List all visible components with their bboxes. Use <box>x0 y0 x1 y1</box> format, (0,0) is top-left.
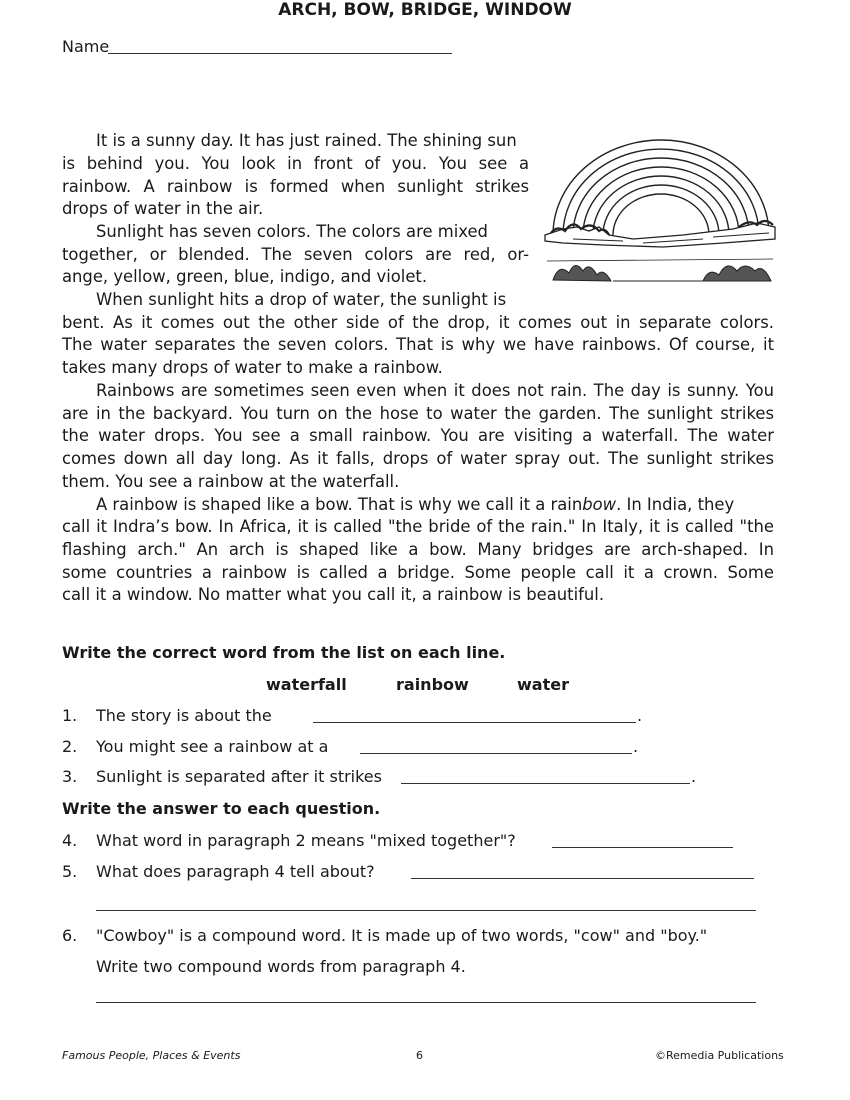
question-text: The story is about the <box>96 706 272 725</box>
story-line: drops of water in the air. <box>62 199 264 218</box>
question-end: . <box>691 767 697 786</box>
answer-line-2[interactable] <box>360 753 632 754</box>
story-line: rainbow. A rainbow is formed when sunlight strikes <box>62 177 529 196</box>
word-water: water <box>517 675 569 694</box>
answer-line-6[interactable] <box>96 1002 756 1003</box>
word-waterfall: waterfall <box>266 675 347 694</box>
story-line: It is a sunny day. It has just rained. The shining sun <box>96 131 517 150</box>
page-title: ARCH, BOW, BRIDGE, WINDOW <box>278 0 572 20</box>
answer-line-3[interactable] <box>401 783 690 784</box>
story-line: bent. As it comes out the other side of the drop, it comes out in separate colors. <box>62 313 774 332</box>
question-text: "Cowboy" is a compound word. It is made up of two words, "cow" and "boy." <box>96 926 708 945</box>
story-line: Rainbows are sometimes seen even when it does not rain. The day is sunny. You <box>96 381 774 400</box>
story-line: A rainbow is shaped like a bow. That is why we call it a rainbow. In India, they <box>96 495 735 514</box>
story-line: ange, yellow, green, blue, indigo, and violet. <box>62 267 428 286</box>
question-number: 3. <box>62 767 78 786</box>
italic-bow: bow <box>582 495 617 514</box>
answer-line-5b[interactable] <box>96 910 756 911</box>
story-line: some countries a rainbow is called a bridge. Some people call it a crown. Some <box>62 563 774 582</box>
question-text: You might see a rainbow at a <box>96 737 329 756</box>
question-end: . <box>633 737 639 756</box>
answer-line-1[interactable] <box>313 722 636 723</box>
story-line: the water drops. You see a small rainbow. You are visiting a waterfall. The water <box>62 426 774 445</box>
story-line: is behind you. You look in front of you. You see a <box>62 154 529 173</box>
story-line: call it Indra’s bow. In Africa, it is called "the bride of the rain." In Italy, it is called "the <box>62 517 774 536</box>
story-line: call it a window. No matter what you call it, a rainbow is beautiful. <box>62 585 605 604</box>
name-label: Name <box>62 37 110 56</box>
rainbow-illustration <box>543 135 778 300</box>
question-text: What word in paragraph 2 means "mixed together"? <box>96 831 516 850</box>
story-line: together, or blended. The seven colors are red, or- <box>62 245 529 264</box>
question-text: What does paragraph 4 tell about? <box>96 862 375 881</box>
section1-heading: Write the correct word from the list on each line. <box>62 643 506 662</box>
story-line: The water separates the seven colors. That is why we have rainbows. Of course, it <box>62 335 774 354</box>
footer-book-title: Famous People, Places & Events <box>62 1049 241 1062</box>
answer-line-4[interactable] <box>552 847 733 848</box>
story-line: are in the backyard. You turn on the hose to water the garden. The sunlight strikes <box>62 404 774 423</box>
story-line: flashing arch." An arch is shaped like a bow. Many bridges are arch-shaped. In <box>62 540 774 559</box>
page-number: 6 <box>416 1049 423 1062</box>
story-line: comes down all day long. As it falls, drops of water spray out. The sunlight strikes <box>62 449 774 468</box>
answer-line-5[interactable] <box>411 878 754 879</box>
story-line: Sunlight has seven colors. The colors are mixed <box>96 222 488 241</box>
footer-publisher: ©Remedia Publications <box>655 1049 784 1062</box>
question-text-2: Write two compound words from paragraph 4. <box>96 957 466 976</box>
question-text: Sunlight is separated after it strikes <box>96 767 382 786</box>
story-line: them. You see a rainbow at the waterfall. <box>62 472 400 491</box>
section2-heading: Write the answer to each question. <box>62 799 381 818</box>
question-number: 6. <box>62 926 78 945</box>
question-number: 4. <box>62 831 78 850</box>
word-rainbow: rainbow <box>396 675 469 694</box>
question-number: 1. <box>62 706 78 725</box>
story-line: When sunlight hits a drop of water, the sunlight is <box>96 290 507 309</box>
question-number: 5. <box>62 862 78 881</box>
question-end: . <box>637 706 643 725</box>
name-field[interactable] <box>108 53 452 54</box>
story-line: takes many drops of water to make a rainbow. <box>62 358 443 377</box>
question-number: 2. <box>62 737 78 756</box>
